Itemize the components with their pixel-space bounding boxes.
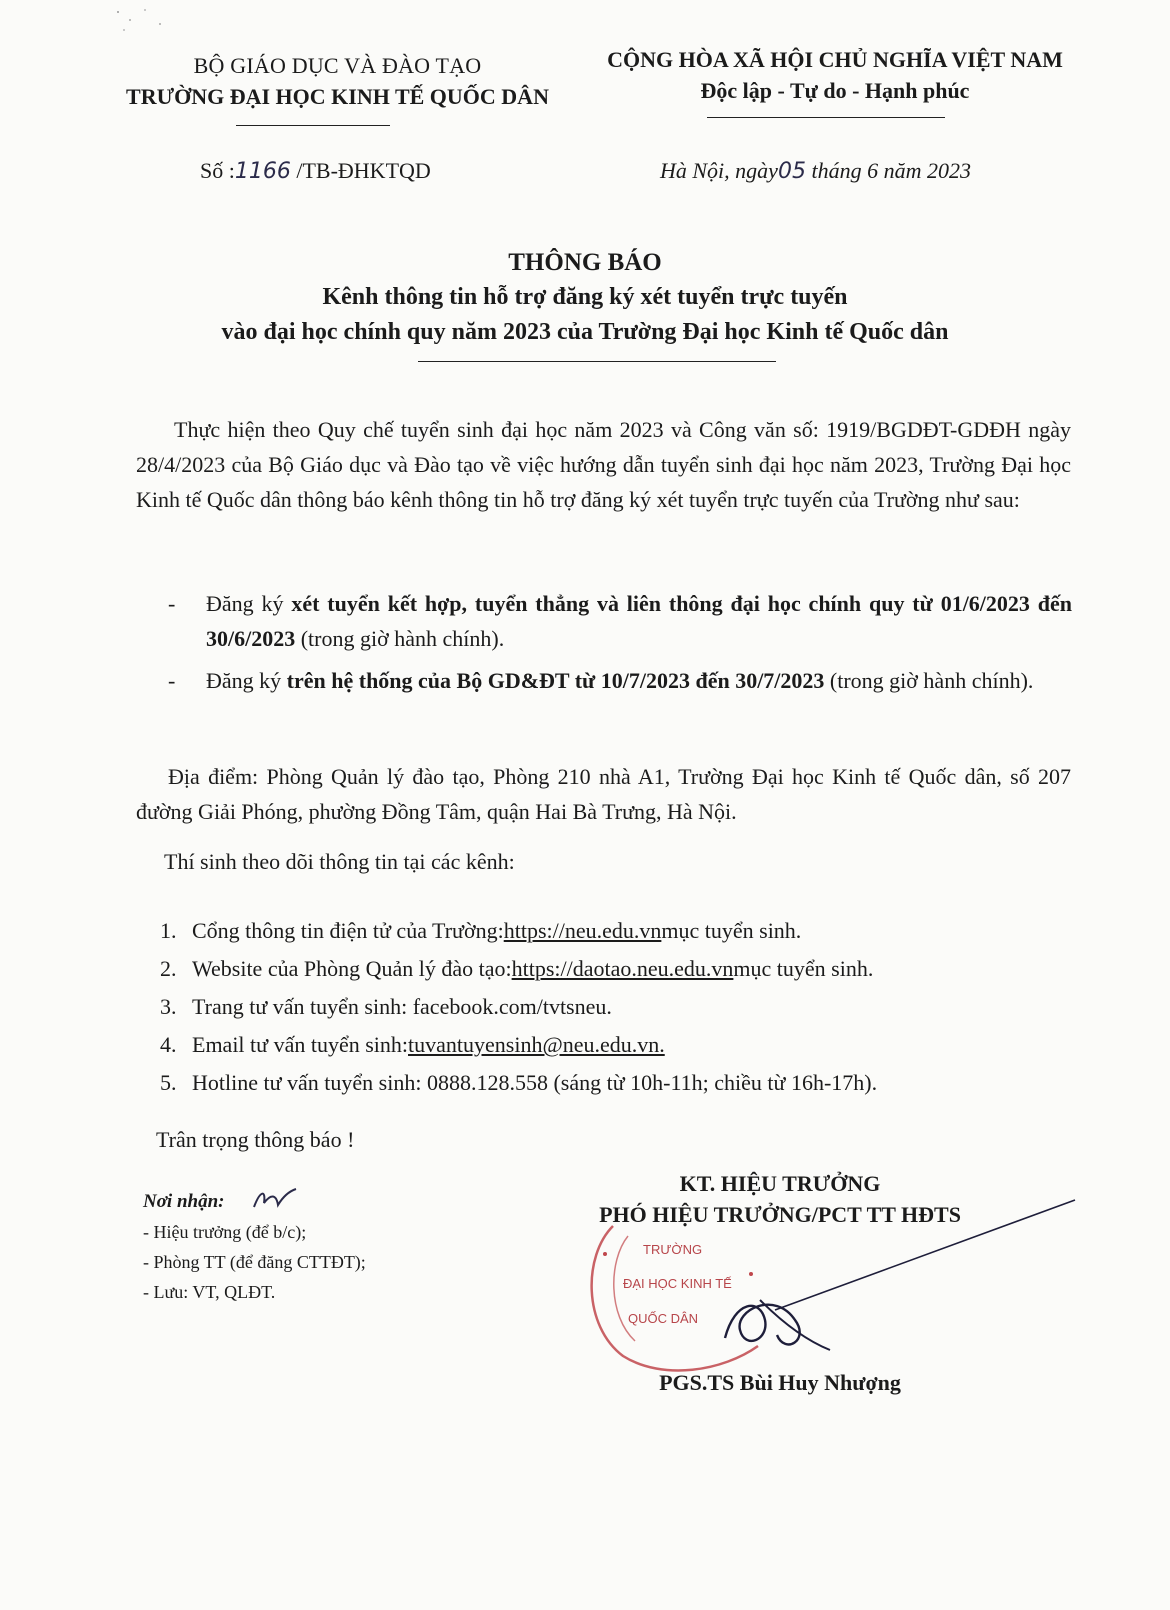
item-number: 2. (160, 956, 177, 981)
seal-text-line-2: ĐẠI HỌC KINH TẾ (623, 1276, 732, 1291)
closing-line: Trân trọng thông báo ! (156, 1127, 355, 1152)
date-suffix: tháng 6 năm 2023 (805, 158, 971, 183)
intro-paragraph: Thực hiện theo Quy chế tuyển sinh đại học năm 2023 và Công văn số: 1919/BGDĐT-GDĐH ngày 28/4/2023 của Bộ Giáo dục và Đào tạo về việc hướng dẫn tuyển sinh đại học năm 2023, Trường Đại học Kinh tế Quốc dân thông báo kênh thông tin hỗ trợ đăng ký xét tuyển trực tuyến của Trường như sau: (136, 417, 1071, 512)
list-item: 1. Cổng thông tin điện tử của Trường: https://neu.edu.vn mục tuyển sinh. (160, 912, 877, 950)
bullet-text: Đăng ký trên hệ thống của Bộ GD&ĐT từ 10/7/2023 đến 30/7/2023 (trong giờ hành chính). (206, 668, 1034, 693)
motto-underline (707, 117, 945, 118)
national-header (585, 44, 1085, 106)
bullet-item (168, 663, 1072, 698)
date-prefix: Hà Nội, ngày (660, 158, 778, 183)
recipient-item: - Hiệu trưởng (để b/c); (143, 1222, 307, 1242)
bullet-dash: - (168, 668, 176, 693)
list-item: 3. Trang tư vấn tuyển sinh: facebook.com/tvtsneu. (160, 988, 877, 1026)
channel-list (160, 912, 877, 1102)
issuer-underline (236, 125, 390, 126)
issuer-header (100, 50, 575, 112)
date-day-handwritten: 05 (777, 159, 806, 184)
training-site-link[interactable]: https://daotao.neu.edu.vn (511, 956, 734, 981)
title-line-3: vào đại học chính quy năm 2023 của Trường Đại học Kinh tế Quốc dân (221, 319, 949, 345)
signer-name: PGS.TS Bùi Huy Nhượng (659, 1370, 901, 1395)
ministry-name: BỘ GIÁO DỤC VÀ ĐÀO TẠO (193, 53, 482, 78)
signature-title-line-1: KT. HIỆU TRƯỞNG (679, 1171, 881, 1196)
registration-periods (168, 586, 1072, 705)
seal-text-line-3: QUỐC DÂN (628, 1311, 699, 1326)
location-paragraph: Địa điểm: Phòng Quản lý đào tạo, Phòng 210 nhà A1, Trường Đại học Kinh tế Quốc dân, số 207 đường Giải Phóng, phường Đồng Tâm, quận Hai Bà Trưng, Hà Nội. (136, 764, 1071, 824)
country-name: CỘNG HÒA XÃ HỘI CHỦ NGHĨA VIỆT NAM (607, 47, 1063, 72)
item-number: 4. (160, 1032, 177, 1057)
national-motto: Độc lập - Tự do - Hạnh phúc (700, 78, 970, 103)
item-number: 1. (160, 918, 177, 943)
handwritten-signature (665, 1180, 1085, 1390)
recipients-heading: Nơi nhận: (143, 1191, 225, 1212)
seal-text-line-1: TRƯỜNG (643, 1242, 703, 1257)
doc-number-handwritten: 1166 (234, 159, 291, 184)
document-date (660, 158, 971, 184)
university-name: TRƯỜNG ĐẠI HỌC KINH TẾ QUỐC DÂN (126, 84, 549, 109)
item-number: 5. (160, 1070, 177, 1095)
recipient-item: - Phòng TT (để đăng CTTĐT); (143, 1252, 366, 1272)
signature-title-line-2: PHÓ HIỆU TRƯỞNG/PCT TT HĐTS (599, 1202, 961, 1227)
bullet-text: Đăng ký xét tuyển kết hợp, tuyển thẳng và liên thông đại học chính quy từ 01/6/2023 đến 30/6/2023 (trong giờ hành chính). (206, 591, 1072, 651)
notice-title (0, 245, 1170, 350)
scan-artifact-dots (110, 6, 190, 36)
email-link[interactable]: tuvantuyensinh@neu.edu.vn. (408, 1032, 665, 1057)
follow-channels-text: Thí sinh theo dõi thông tin tại các kênh: (164, 849, 515, 874)
doc-number-prefix: Số : (200, 158, 235, 183)
list-item: 5. Hotline tư vấn tuyển sinh: 0888.128.558 (sáng từ 10h-11h; chiều từ 16h-17h). (160, 1064, 877, 1102)
initial-mark (250, 1185, 300, 1215)
item-number: 3. (160, 994, 177, 1019)
bullet-item (168, 586, 1072, 656)
bullet-dash: - (168, 591, 176, 616)
list-item: 2. Website của Phòng Quản lý đào tạo: https://daotao.neu.edu.vn mục tuyển sinh. (160, 950, 877, 988)
title-underline (418, 361, 776, 362)
website-link[interactable]: https://neu.edu.vn (503, 918, 662, 943)
title-line-2: Kênh thông tin hỗ trợ đăng ký xét tuyển trực tuyến (322, 284, 848, 310)
title-main: THÔNG BÁO (508, 249, 662, 276)
document-number (200, 158, 431, 184)
recipient-item: - Lưu: VT, QLĐT. (143, 1282, 276, 1302)
list-item: 4. Email tư vấn tuyển sinh: tuvantuyensinh@neu.edu.vn. (160, 1026, 877, 1064)
doc-number-suffix: /TB-ĐHKTQD (290, 158, 431, 183)
